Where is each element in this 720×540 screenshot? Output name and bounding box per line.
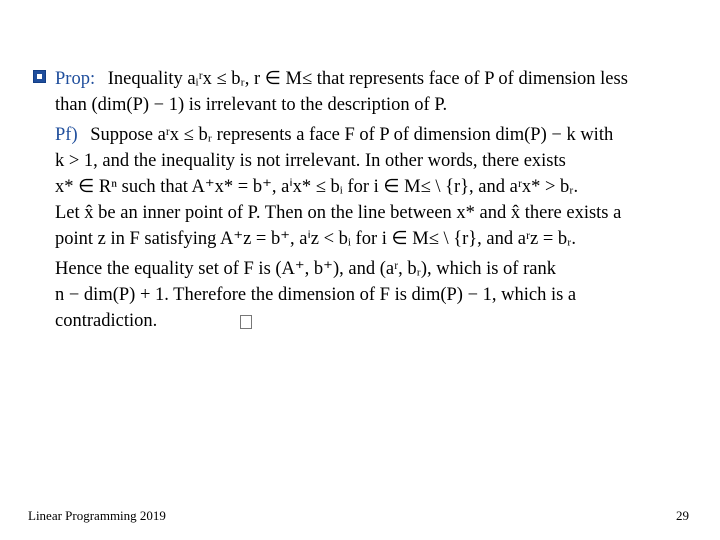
proof-text-4: Let x̂ be an inner point of P. Then on the line between x* and x̂ there exists a [55, 203, 622, 223]
proof-text-3: x* ∈ Rⁿ such that A⁺x* = b⁺, aⁱx* ≤ bᵢ for i ∈ M≤ \ {r}, and aʳx* > bᵣ. [55, 177, 579, 197]
proof-text-6: Hence the equality set of F is (A⁺, b⁺), and (aʳ, bᵣ), which is of rank [55, 259, 556, 279]
prop-label: Prop: [55, 69, 96, 89]
proof-line-7 [55, 282, 576, 308]
prop-line-2 [55, 92, 447, 118]
proof-line-5 [55, 226, 576, 252]
proof-text-5: point z in F satisfying A⁺z = b⁺, aⁱz < bᵢ for i ∈ M≤ \ {r}, and aʳz = bᵣ. [55, 229, 577, 249]
qed-box-icon [240, 315, 252, 329]
proof-line-2 [55, 148, 566, 174]
proof-label: Pf) [55, 125, 78, 145]
proof-line-3 [55, 174, 578, 200]
proof-line-4 [55, 200, 621, 226]
prop-text-1: Inequality aᵢʳx ≤ bᵣ, r ∈ M≤ that represents face of P of dimension less [107, 69, 628, 89]
proof-line-8 [55, 308, 252, 334]
prop-text-2: than (dim(P) − 1) is irrelevant to the description of P. [55, 95, 448, 115]
page-number: 29 [676, 508, 689, 523]
proof-text-8: contradiction. [55, 311, 158, 331]
proof-text-1: Suppose aʳx ≤ bᵣ represents a face F of P of dimension dim(P) − k with [90, 125, 614, 145]
proof-line-1 [55, 122, 613, 148]
proof-text-2: k > 1, and the inequality is not irrelevant. In other words, there exists [55, 151, 566, 171]
prop-line-1 [55, 66, 628, 92]
checkbox-bullet-icon [33, 70, 46, 83]
proof-line-6 [55, 256, 556, 282]
proof-text-7: n − dim(P) + 1. Therefore the dimension of F is dim(P) − 1, which is a [55, 285, 577, 305]
footer-course: Linear Programming 2019 [28, 508, 166, 523]
